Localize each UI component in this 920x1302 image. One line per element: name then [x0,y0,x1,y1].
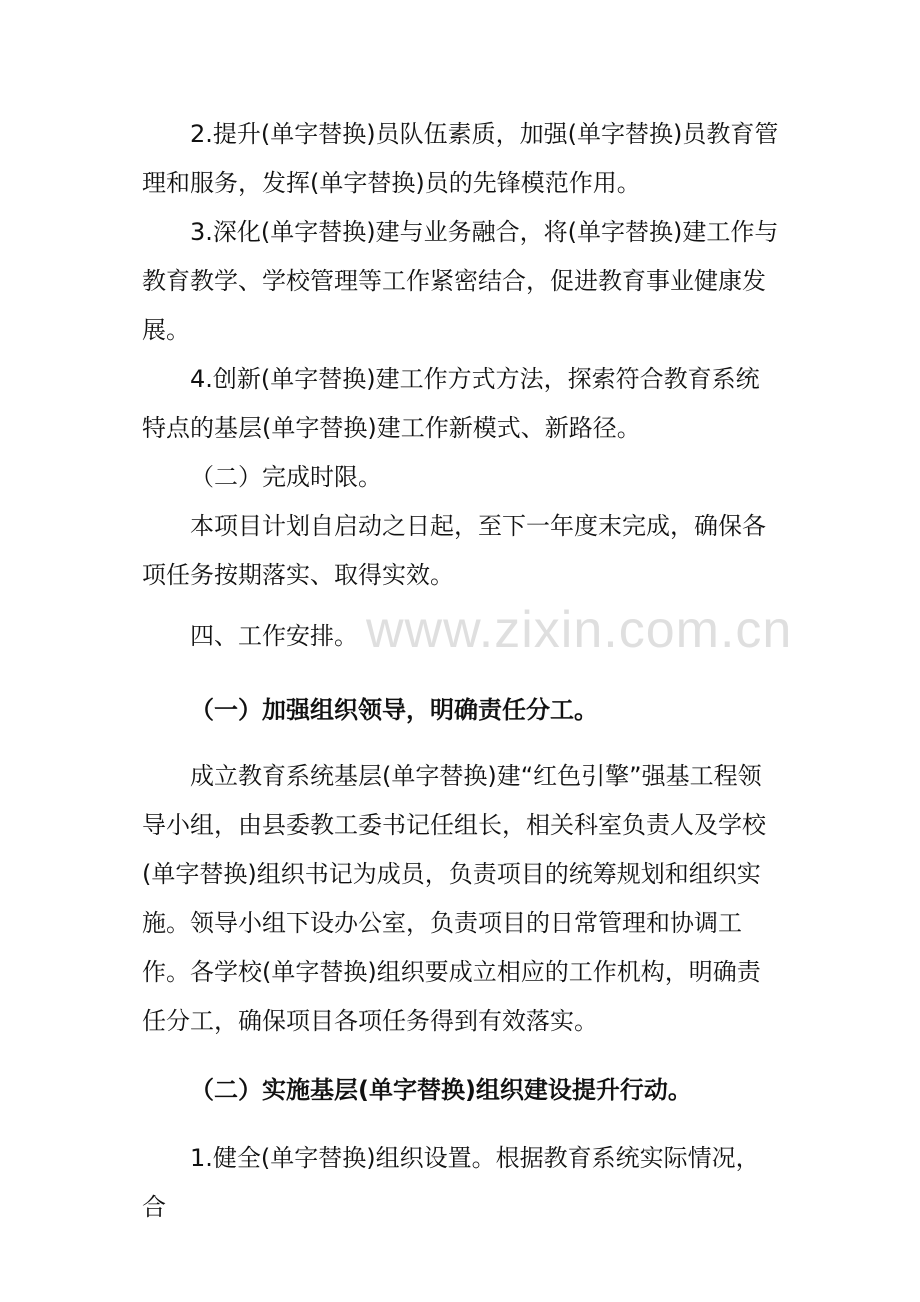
subheading-action: （二）实施基层(单字替换)组织建设提升行动。 [190,1076,692,1104]
watermark: www.zixin.com.cn [366,601,793,659]
subheading-organization: （一）加强组织领导，明确责任分工。 [190,696,598,724]
subheading-deadline: （二）完成时限。 [190,463,382,491]
paragraph-item-3: 3.深化(单字替换)建与业务融合，将(单字替换)建工作与教育教学、学校管理等工作紧密结合，促进教育事业健康发展。 [142,218,779,344]
section-heading: 四、工作安排。 [190,622,358,650]
paragraph-deadline: 本项目计划自启动之日起，至下一年度末完成，确保各项任务按期落实、取得实效。 [142,512,766,589]
paragraph-item-1: 1.健全(单字替换)组织设置。根据教育系统实际情况，合 [142,1144,760,1221]
paragraph-item-2: 2.提升(单字替换)员队伍素质，加强(单字替换)员教育管理和服务，发挥(单字替换)员的先锋模范作用。 [142,120,779,197]
paragraph-item-4: 4.创新(单字替换)建工作方式方法，探索符合教育系统特点的基层(单字替换)建工作新模式、新路径。 [142,365,760,442]
paragraph-organization: 成立教育系统基层(单字替换)建“红色引擎”强基工程领导小组，由县委教工委书记任组长，相关科室负责人及学校(单字替换)组织书记为成员，负责项目的统筹规划和组织实施。领导小组下设办公室，负责项目的日常管理和协调工作。各学校(单字替换)组织要成立相应的工作机构，明确责任分工，确保项目各项任务得到有效落实。 [142,762,766,1035]
